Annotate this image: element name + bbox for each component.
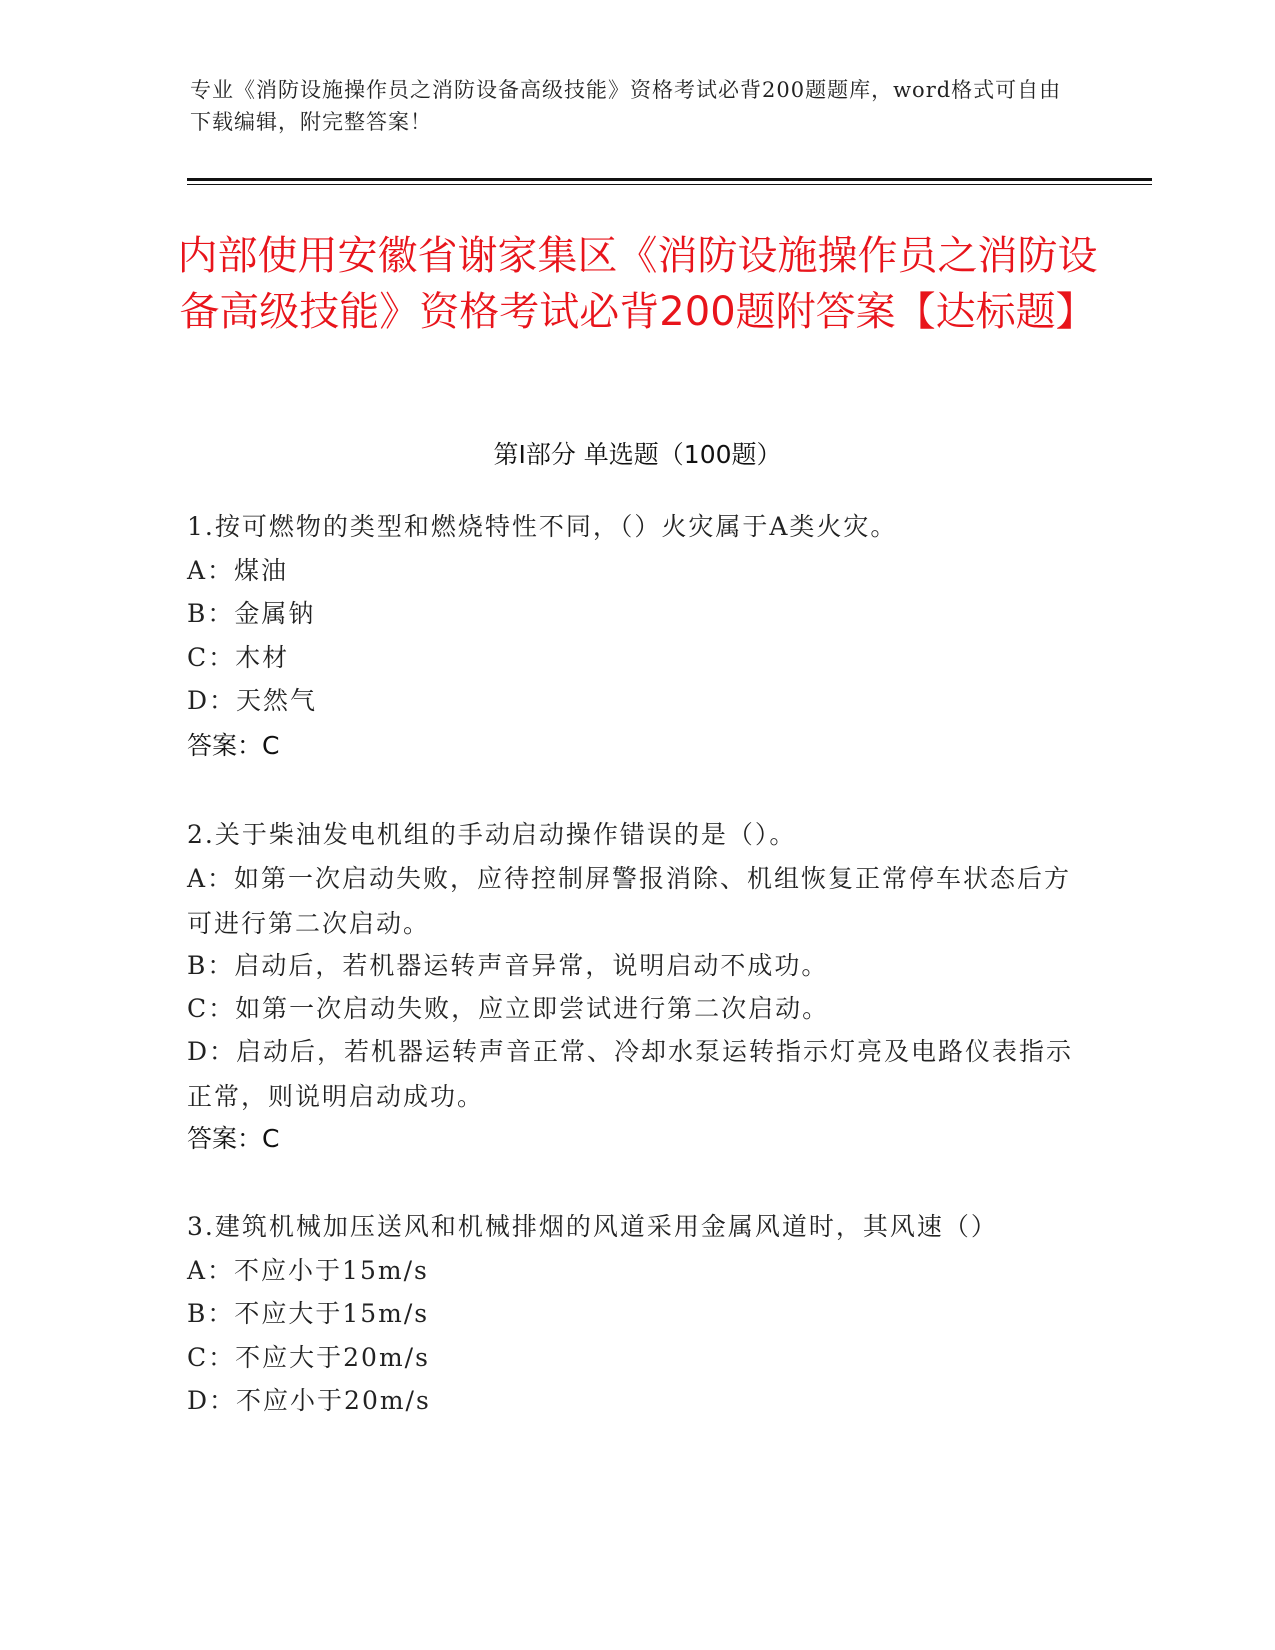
question-3-text: 3.建筑机械加压送风和机械排烟的风道采用金属风道时，其风速（） bbox=[187, 1212, 998, 1241]
question-3-option-b: B：不应大于15m/s bbox=[187, 1299, 430, 1328]
question-2-answer: 答案：C bbox=[187, 1124, 280, 1153]
section-heading: 第I部分 单选题（100题） bbox=[493, 440, 782, 469]
question-3-option-d: D：不应小于20m/s bbox=[187, 1386, 431, 1415]
question-1-option-c: C：木材 bbox=[187, 643, 290, 672]
header-divider-thin bbox=[187, 184, 1152, 185]
document-title: 内部使用安徽省谢家集区《消防设施操作员之消防设备高级技能》资格考试必背200题附答案【达标题】 bbox=[177, 233, 1098, 335]
question-1-answer: 答案：C bbox=[187, 731, 280, 760]
question-2-option-b: B：启动后，若机器运转声音异常，说明启动不成功。 bbox=[187, 951, 829, 980]
question-1-option-a: A：煤油 bbox=[187, 556, 289, 585]
question-2-option-d: D：启动后，若机器运转声音正常、冷却水泵运转指示灯亮及电路仪表指示正常，则说明启动成功。 bbox=[187, 1037, 1074, 1111]
question-1-option-d: D：天然气 bbox=[187, 686, 318, 715]
question-2-text: 2.关于柴油发电机组的手动启动操作错误的是（）。 bbox=[187, 820, 797, 849]
question-3-option-c: C：不应大于20m/s bbox=[187, 1343, 430, 1372]
header-note: 专业《消防设施操作员之消防设备高级技能》资格考试必背200题题库，word格式可自由下载编辑，附完整答案！ bbox=[190, 78, 1062, 134]
question-2-option-a: A：如第一次启动失败，应待控制屏警报消除、机组恢复正常停车状态后方可进行第二次启动。 bbox=[187, 864, 1072, 938]
question-1-text: 1.按可燃物的类型和燃烧特性不同，（）火灾属于A类火灾。 bbox=[187, 512, 898, 541]
question-3-option-a: A：不应小于15m/s bbox=[187, 1256, 429, 1285]
question-2-option-c: C：如第一次启动失败，应立即尝试进行第二次启动。 bbox=[187, 994, 830, 1023]
question-1-option-b: B：金属钠 bbox=[187, 599, 316, 628]
header-divider-thick bbox=[187, 178, 1152, 181]
